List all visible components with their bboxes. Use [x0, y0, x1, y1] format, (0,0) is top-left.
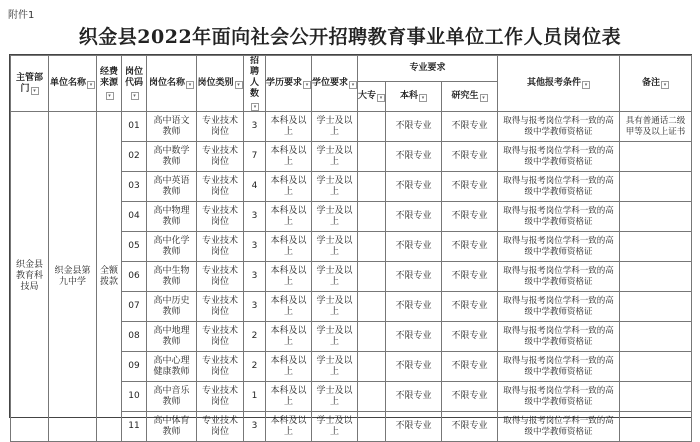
dropdown-filter-icon[interactable]: ▾	[235, 81, 243, 89]
header-major-group: 专业要求	[358, 56, 498, 82]
cell-category[interactable]: 专业技术岗位	[197, 262, 244, 292]
cell-bachelor[interactable]: 不限专业	[386, 412, 442, 442]
cell-count[interactable]: 3	[244, 112, 266, 142]
cell-category[interactable]: 专业技术岗位	[197, 202, 244, 232]
cell-bachelor[interactable]: 不限专业	[386, 322, 442, 352]
cell-degree[interactable]: 学士及以上	[312, 112, 358, 142]
header-fund[interactable]: 经费来源▾	[97, 56, 122, 112]
header-major-bachelor[interactable]: 本科 ▾	[386, 82, 442, 112]
cell-remark[interactable]	[620, 172, 692, 202]
cell-college[interactable]	[358, 142, 386, 172]
dropdown-filter-icon[interactable]: ▾	[251, 103, 259, 111]
cell-education[interactable]: 本科及以上	[266, 142, 312, 172]
cell-code[interactable]: 09	[122, 352, 147, 382]
cell-count[interactable]: 2	[244, 322, 266, 352]
cell-post[interactable]: 高中语文教师	[147, 112, 197, 142]
cell-grad[interactable]: 不限专业	[442, 142, 498, 172]
header-degree[interactable]: 学位要求 ▾	[312, 56, 358, 112]
cell-college[interactable]	[358, 262, 386, 292]
header-major-grad[interactable]: 研究生 ▾	[442, 82, 498, 112]
cell-count[interactable]: 3	[244, 232, 266, 262]
cell-college[interactable]	[358, 202, 386, 232]
cell-post[interactable]: 高中体育教师	[147, 412, 197, 442]
cell-code[interactable]: 02	[122, 142, 147, 172]
cell-degree[interactable]: 学士及以上	[312, 322, 358, 352]
cell-count[interactable]: 2	[244, 352, 266, 382]
cell-other[interactable]: 取得与报考岗位学科一致的高级中学教师资格证	[498, 412, 620, 442]
cell-category[interactable]: 专业技术岗位	[197, 172, 244, 202]
dropdown-filter-icon[interactable]: ▾	[661, 81, 669, 89]
cell-code[interactable]: 03	[122, 172, 147, 202]
cell-remark[interactable]	[620, 292, 692, 322]
cell-grad[interactable]: 不限专业	[442, 172, 498, 202]
header-unit[interactable]: 单位名称 ▾	[49, 56, 97, 112]
cell-code[interactable]: 04	[122, 202, 147, 232]
header-post[interactable]: 岗位名称 ▾	[147, 56, 197, 112]
cell-bachelor[interactable]: 不限专业	[386, 202, 442, 232]
cell-education[interactable]: 本科及以上	[266, 382, 312, 412]
cell-college[interactable]	[358, 382, 386, 412]
cell-other[interactable]: 取得与报考岗位学科一致的高级中学教师资格证	[498, 172, 620, 202]
cell-other[interactable]: 取得与报考岗位学科一致的高级中学教师资格证	[498, 292, 620, 322]
cell-college[interactable]	[358, 172, 386, 202]
cell-remark[interactable]	[620, 322, 692, 352]
cell-degree[interactable]: 学士及以上	[312, 382, 358, 412]
page-title: 织金县2022年面向社会公开招聘教育事业单位工作人员岗位表	[78, 26, 622, 48]
cell-other[interactable]: 取得与报考岗位学科一致的高级中学教师资格证	[498, 382, 620, 412]
cell-post[interactable]: 高中英语教师	[147, 172, 197, 202]
header-category[interactable]: 岗位类别 ▾	[197, 56, 244, 112]
dropdown-filter-icon[interactable]: ▾	[480, 94, 488, 102]
cell-college[interactable]	[358, 352, 386, 382]
header-other[interactable]: 其他报考条件 ▾	[498, 56, 620, 112]
cell-count[interactable]: 3	[244, 412, 266, 442]
cell-education[interactable]: 本科及以上	[266, 112, 312, 142]
cell-remark[interactable]	[620, 382, 692, 412]
cell-post[interactable]: 高中音乐教师	[147, 382, 197, 412]
cell-grad[interactable]: 不限专业	[442, 262, 498, 292]
cell-remark[interactable]	[620, 412, 692, 442]
cell-bachelor[interactable]: 不限专业	[386, 172, 442, 202]
cell-education[interactable]: 本科及以上	[266, 352, 312, 382]
cell-college[interactable]	[358, 292, 386, 322]
cell-college[interactable]	[358, 112, 386, 142]
cell-code[interactable]: 08	[122, 322, 147, 352]
cell-other[interactable]: 取得与报考岗位学科一致的高级中学教师资格证	[498, 262, 620, 292]
cell-degree[interactable]: 学士及以上	[312, 202, 358, 232]
cell-post[interactable]: 高中地理教师	[147, 322, 197, 352]
cell-grad[interactable]: 不限专业	[442, 412, 498, 442]
cell-other[interactable]: 取得与报考岗位学科一致的高级中学教师资格证	[498, 112, 620, 142]
cell-education[interactable]: 本科及以上	[266, 412, 312, 442]
dropdown-filter-icon[interactable]: ▾	[582, 81, 590, 89]
cell-code[interactable]: 11	[122, 412, 147, 442]
cell-degree[interactable]: 学士及以上	[312, 172, 358, 202]
cell-category[interactable]: 专业技术岗位	[197, 112, 244, 142]
cell-remark[interactable]	[620, 202, 692, 232]
dropdown-filter-icon[interactable]: ▾	[186, 81, 194, 89]
dropdown-filter-icon[interactable]: ▾	[349, 81, 357, 89]
cell-other[interactable]: 取得与报考岗位学科一致的高级中学教师资格证	[498, 202, 620, 232]
cell-code[interactable]: 07	[122, 292, 147, 322]
cell-degree[interactable]: 学士及以上	[312, 412, 358, 442]
cell-bachelor[interactable]: 不限专业	[386, 292, 442, 322]
cell-grad[interactable]: 不限专业	[442, 232, 498, 262]
cell-other[interactable]: 取得与报考岗位学科一致的高级中学教师资格证	[498, 352, 620, 382]
cell-grad[interactable]: 不限专业	[442, 292, 498, 322]
cell-fund[interactable]: 全额拨款	[97, 112, 122, 442]
cell-grad[interactable]: 不限专业	[442, 322, 498, 352]
cell-bachelor[interactable]: 不限专业	[386, 232, 442, 262]
cell-education[interactable]: 本科及以上	[266, 292, 312, 322]
header-remark[interactable]: 备注 ▾	[620, 56, 692, 112]
cell-bachelor[interactable]: 不限专业	[386, 352, 442, 382]
cell-grad[interactable]: 不限专业	[442, 382, 498, 412]
cell-post[interactable]: 高中数学教师	[147, 142, 197, 172]
cell-category[interactable]: 专业技术岗位	[197, 142, 244, 172]
cell-dept[interactable]: 织金县教育科技局	[11, 112, 49, 442]
header-code[interactable]: 岗位代码▾	[122, 56, 147, 112]
cell-code[interactable]: 06	[122, 262, 147, 292]
cell-post[interactable]: 高中生物教师	[147, 262, 197, 292]
cell-grad[interactable]: 不限专业	[442, 352, 498, 382]
cell-grad[interactable]: 不限专业	[442, 112, 498, 142]
cell-college[interactable]	[358, 412, 386, 442]
cell-post[interactable]: 高中心理健康教师	[147, 352, 197, 382]
cell-bachelor[interactable]: 不限专业	[386, 382, 442, 412]
cell-code[interactable]: 10	[122, 382, 147, 412]
cell-education[interactable]: 本科及以上	[266, 172, 312, 202]
cell-count[interactable]: 3	[244, 202, 266, 232]
dropdown-filter-icon[interactable]: ▾	[419, 94, 427, 102]
dropdown-filter-icon[interactable]: ▾	[131, 92, 139, 100]
table-body	[11, 112, 692, 442]
cell-post[interactable]: 高中化学教师	[147, 232, 197, 262]
header-major-college[interactable]: 大专 ▾	[358, 82, 386, 112]
cell-count[interactable]: 3	[244, 262, 266, 292]
cell-remark[interactable]	[620, 352, 692, 382]
cell-other[interactable]: 取得与报考岗位学科一致的高级中学教师资格证	[498, 322, 620, 352]
cell-degree[interactable]: 学士及以上	[312, 352, 358, 382]
cell-code[interactable]: 01	[122, 112, 147, 142]
cell-education[interactable]: 本科及以上	[266, 232, 312, 262]
cell-code[interactable]: 05	[122, 232, 147, 262]
cell-count[interactable]: 1	[244, 382, 266, 412]
cell-degree[interactable]: 学士及以上	[312, 232, 358, 262]
cell-bachelor[interactable]: 不限专业	[386, 142, 442, 172]
job-table-container	[9, 54, 692, 437]
cell-degree[interactable]: 学士及以上	[312, 142, 358, 172]
table-row	[11, 112, 692, 142]
cell-bachelor[interactable]: 不限专业	[386, 262, 442, 292]
cell-education[interactable]: 本科及以上	[266, 202, 312, 232]
cell-category[interactable]: 专业技术岗位	[197, 412, 244, 442]
cell-category[interactable]: 专业技术岗位	[197, 292, 244, 322]
cell-count[interactable]: 7	[244, 142, 266, 172]
dropdown-filter-icon[interactable]: ▾	[31, 87, 39, 95]
cell-college[interactable]	[358, 232, 386, 262]
cell-category[interactable]: 专业技术岗位	[197, 322, 244, 352]
cell-count[interactable]: 3	[244, 292, 266, 322]
cell-other[interactable]: 取得与报考岗位学科一致的高级中学教师资格证	[498, 142, 620, 172]
attachment-label: 附件1	[8, 10, 35, 21]
header-count[interactable]: 招聘人数▾	[244, 56, 266, 112]
cell-remark[interactable]	[620, 142, 692, 172]
dropdown-filter-icon[interactable]: ▾	[303, 81, 311, 89]
header-dept[interactable]: 主管部门 ▾	[11, 56, 49, 112]
dropdown-filter-icon[interactable]: ▾	[106, 92, 114, 100]
cell-category[interactable]: 专业技术岗位	[197, 232, 244, 262]
cell-remark[interactable]	[620, 232, 692, 262]
cell-college[interactable]	[358, 322, 386, 352]
cell-grad[interactable]: 不限专业	[442, 202, 498, 232]
cell-degree[interactable]: 学士及以上	[312, 262, 358, 292]
cell-education[interactable]: 本科及以上	[266, 322, 312, 352]
cell-unit[interactable]: 织金县第九中学	[49, 112, 97, 442]
cell-category[interactable]: 专业技术岗位	[197, 382, 244, 412]
dropdown-filter-icon[interactable]: ▾	[87, 81, 95, 89]
cell-degree[interactable]: 学士及以上	[312, 292, 358, 322]
cell-education[interactable]: 本科及以上	[266, 262, 312, 292]
cell-post[interactable]: 高中历史教师	[147, 292, 197, 322]
header-education[interactable]: 学历要求 ▾	[266, 56, 312, 112]
cell-other[interactable]: 取得与报考岗位学科一致的高级中学教师资格证	[498, 232, 620, 262]
cell-bachelor[interactable]: 不限专业	[386, 112, 442, 142]
cell-post[interactable]: 高中物理教师	[147, 202, 197, 232]
job-table	[10, 55, 692, 442]
dropdown-filter-icon[interactable]: ▾	[377, 94, 385, 102]
cell-remark[interactable]: 具有普通话二级甲等及以上证书	[620, 112, 692, 142]
cell-count[interactable]: 4	[244, 172, 266, 202]
cell-category[interactable]: 专业技术岗位	[197, 352, 244, 382]
cell-remark[interactable]	[620, 262, 692, 292]
